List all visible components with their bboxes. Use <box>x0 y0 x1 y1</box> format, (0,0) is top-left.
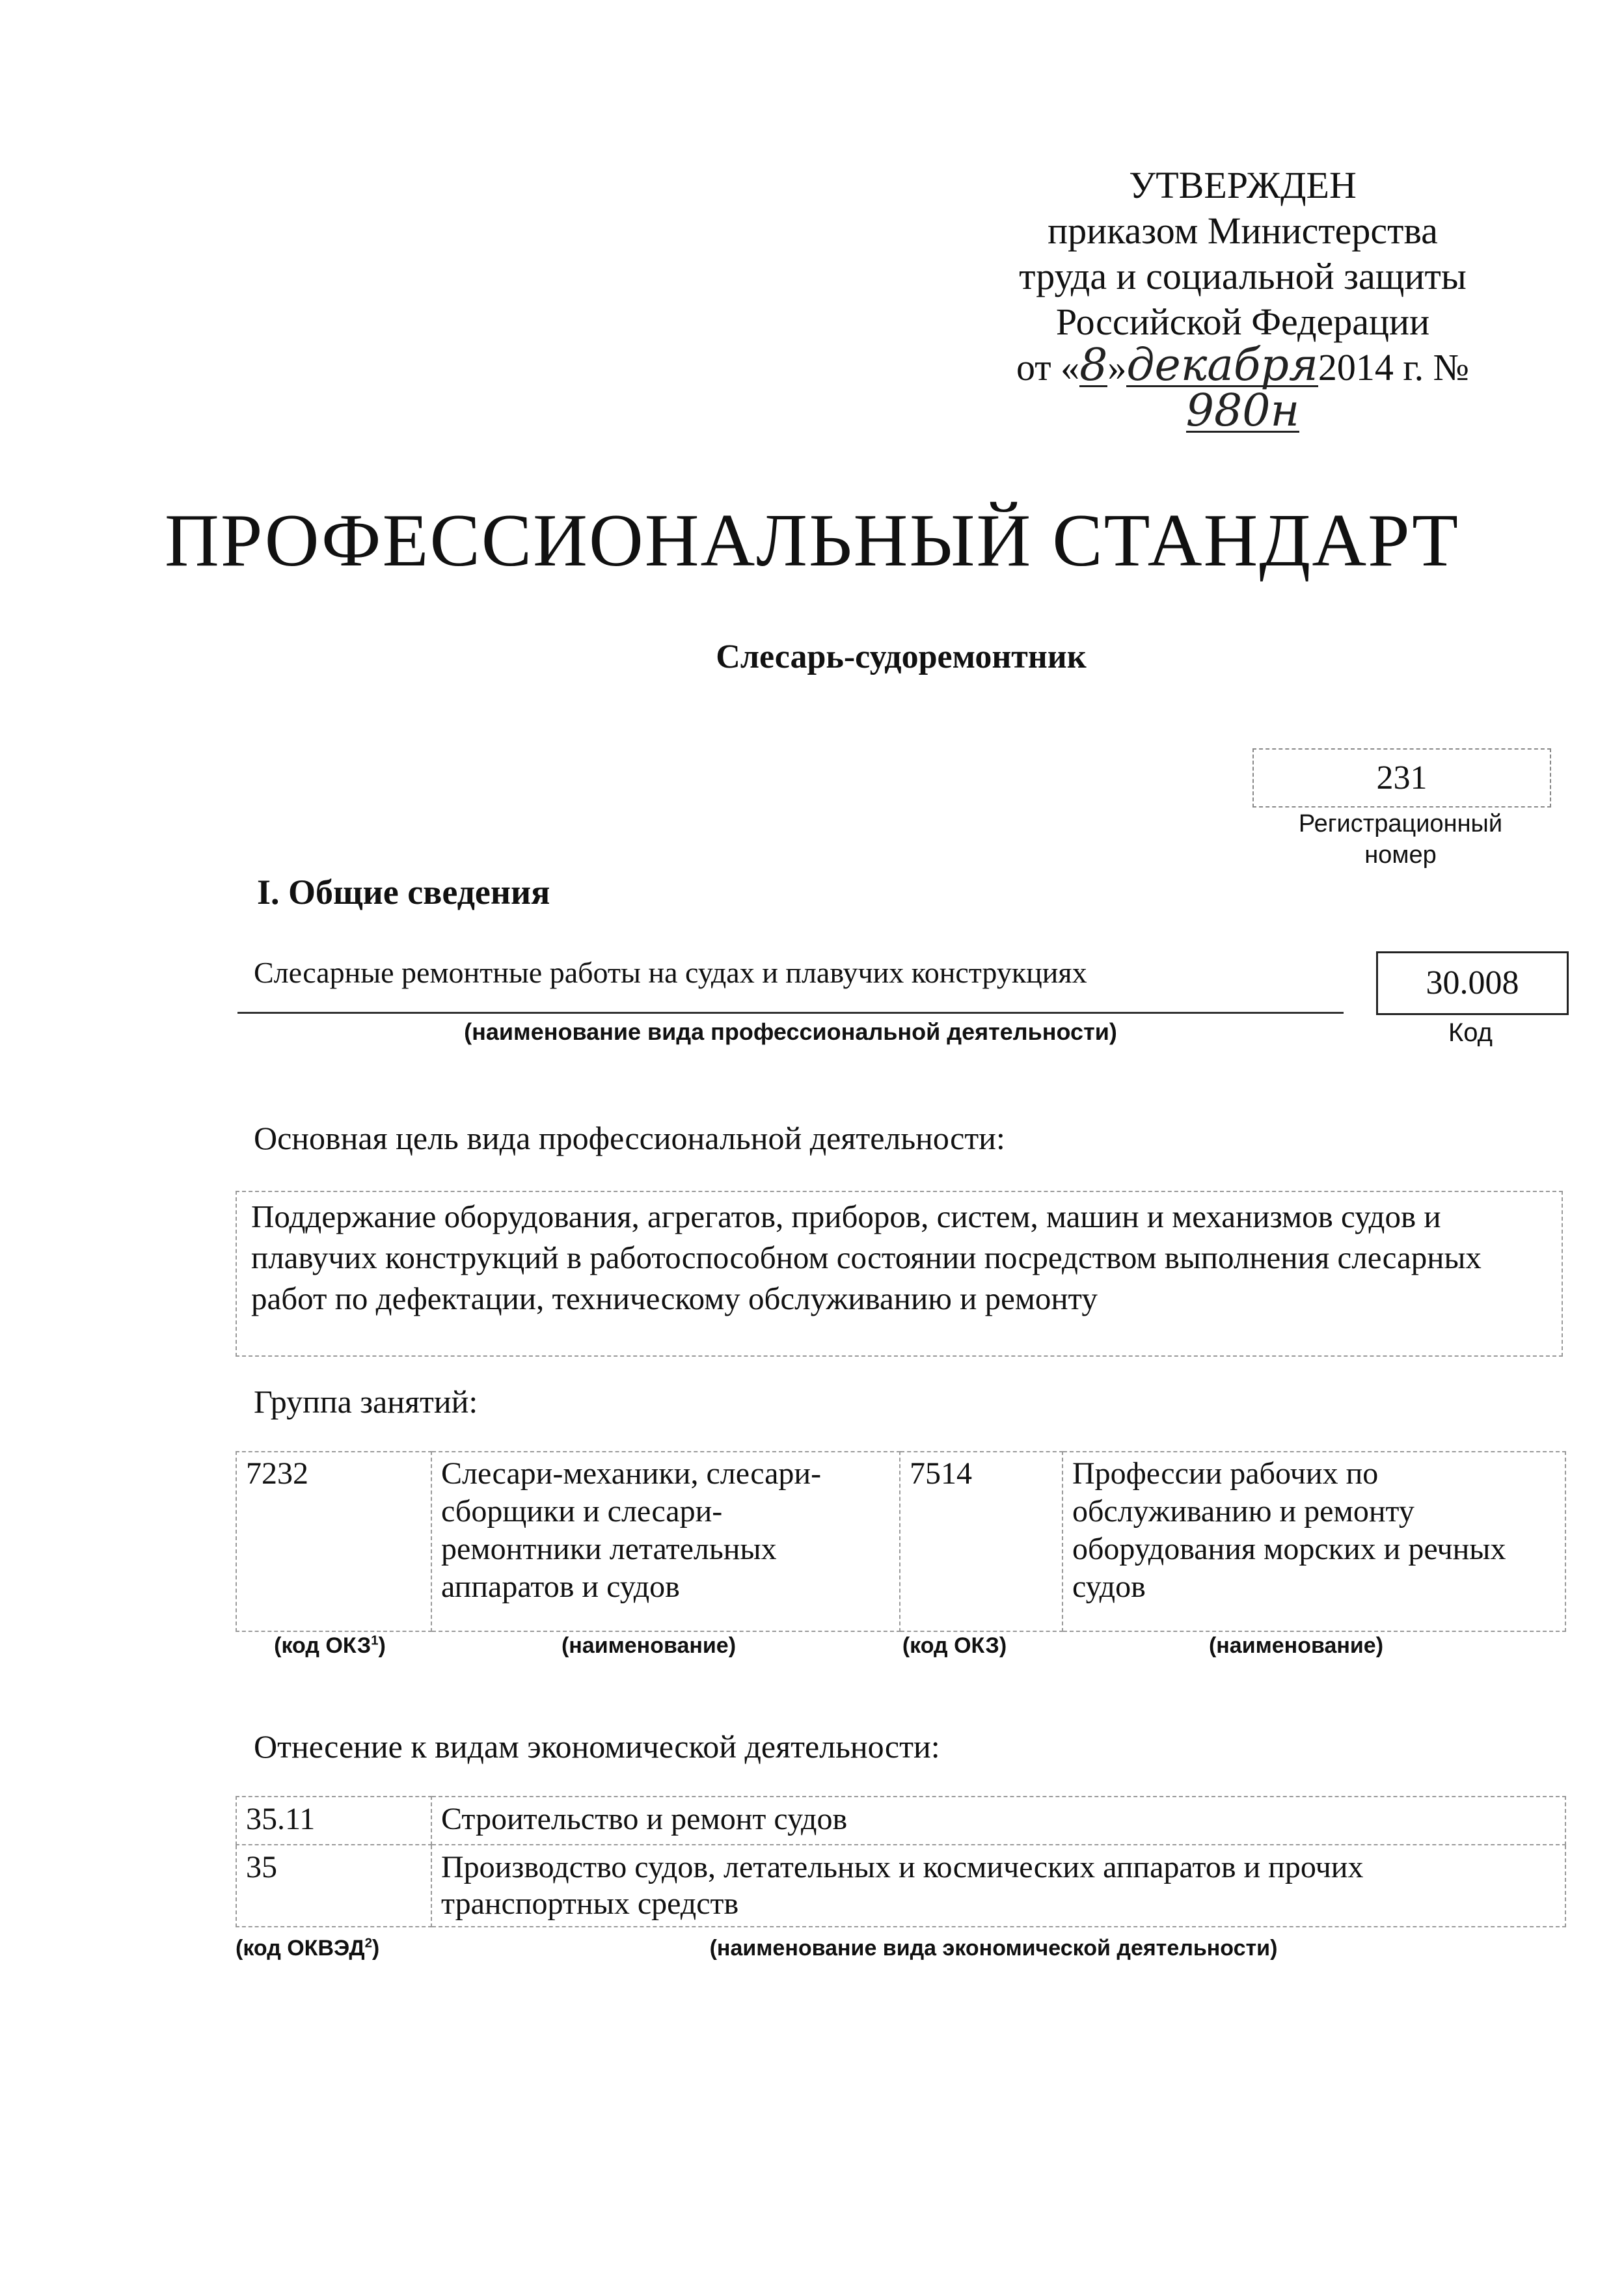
table-row <box>236 1452 1565 1631</box>
okved-name-cell: Строительство и ремонт судов <box>431 1797 1565 1845</box>
economic-activity-heading: Отнесение к видам экономической деятельности: <box>254 1728 940 1765</box>
activity-code-caption: Код <box>1448 1018 1493 1047</box>
registration-number-box: 231 <box>1252 748 1551 808</box>
okz-name-line: обслуживанию и ремонту <box>1072 1494 1414 1528</box>
approval-date-line <box>976 340 1509 437</box>
date-prefix: от « <box>1016 346 1080 388</box>
okz-name-line: оборудования морских и речных <box>1072 1532 1506 1566</box>
okz-name-line: Профессии рабочих по <box>1072 1456 1379 1491</box>
economic-activity-table <box>236 1796 1566 1927</box>
okz-code-caption: (код ОКЗ) <box>902 1633 1007 1658</box>
okz-name-cell <box>1062 1452 1565 1631</box>
okved-name-line: транспортных средств <box>441 1886 739 1921</box>
registration-caption-line: номер <box>1364 841 1437 869</box>
date-year: 2014 г. № <box>1318 346 1469 388</box>
goal-box <box>236 1191 1563 1357</box>
occupation-group-table <box>236 1451 1566 1632</box>
goal-text-line: Поддержание оборудования, агрегатов, приборов, систем, машин и механизмов судов и <box>251 1199 1441 1234</box>
approval-line: приказом Министерства <box>1048 210 1438 252</box>
approval-line: труда и социальной защиты <box>1019 255 1467 297</box>
table-row <box>236 1797 1565 1845</box>
footnote-ref: 1 <box>371 1633 379 1648</box>
activity-caption: (наименование вида профессиональной деятельности) <box>464 1018 1117 1045</box>
okved-code-caption-text: (код ОКВЭД <box>236 1936 365 1961</box>
occupation-group-heading: Группа занятий: <box>254 1383 478 1420</box>
okved-name-caption: (наименование вида экономической деятельности) <box>709 1936 1278 1961</box>
document-title: ПРОФЕССИОНАЛЬНЫЙ СТАНДАРТ <box>165 499 1459 582</box>
okved-code-cell: 35.11 <box>236 1797 431 1845</box>
date-mid: » <box>1107 346 1127 388</box>
approval-line: УТВЕРЖДЕН <box>1129 164 1357 206</box>
goal-text-line: работ по дефектации, техническому обслуживанию и ремонту <box>251 1281 1098 1316</box>
okz-code-caption-end: ) <box>378 1633 386 1658</box>
approval-block <box>976 163 1509 436</box>
okved-name-cell <box>431 1845 1565 1927</box>
okz-name-line: судов <box>1072 1569 1146 1604</box>
handwritten-day: 8 <box>1079 340 1108 391</box>
activity-name: Слесарные ремонтные работы на судах и плавучих конструкциях <box>254 956 1087 989</box>
okz-name-line: аппаратов и судов <box>441 1569 680 1604</box>
okz-code-caption-text: (код ОКЗ <box>274 1633 372 1658</box>
okz-name-line: сборщики и слесари- <box>441 1494 723 1528</box>
activity-underline <box>237 1012 1344 1014</box>
okz-name-line: ремонтники летательных <box>441 1532 777 1566</box>
okz-name-caption: (наименование) <box>561 1633 737 1658</box>
okved-name-line: Производство судов, летательных и космических аппаратов и прочих <box>441 1850 1364 1884</box>
table-row <box>236 1845 1565 1927</box>
okz-name-caption: (наименование) <box>1208 1633 1384 1658</box>
okved-code-cell: 35 <box>236 1845 431 1927</box>
okz-code-caption <box>236 1633 424 1659</box>
okved-code-caption <box>236 1936 424 1961</box>
okz-name-cell <box>431 1452 900 1631</box>
registration-caption <box>1252 808 1549 871</box>
footnote-ref: 2 <box>364 1936 372 1951</box>
okz-code-cell: 7232 <box>236 1452 431 1631</box>
handwritten-number: 980н <box>1185 385 1300 437</box>
section-heading: I. Общие сведения <box>257 873 550 912</box>
okved-code-caption-end: ) <box>372 1936 380 1961</box>
activity-code-box: 30.008 <box>1376 951 1569 1015</box>
goal-heading: Основная цель вида профессиональной деятельности: <box>254 1120 1005 1156</box>
document-subtitle: Слесарь-судоремонтник <box>716 638 1087 675</box>
okz-code-cell: 7514 <box>900 1452 1062 1631</box>
okz-name-line: Слесари-механики, слесари- <box>441 1456 822 1491</box>
handwritten-month: декабря <box>1126 340 1318 391</box>
approval-line: Российской Федерации <box>1055 301 1430 343</box>
goal-text-line: плавучих конструкций в работоспособном состоянии посредством выполнения слесарных <box>251 1240 1482 1275</box>
registration-caption-line: Регистрационный <box>1298 810 1503 837</box>
